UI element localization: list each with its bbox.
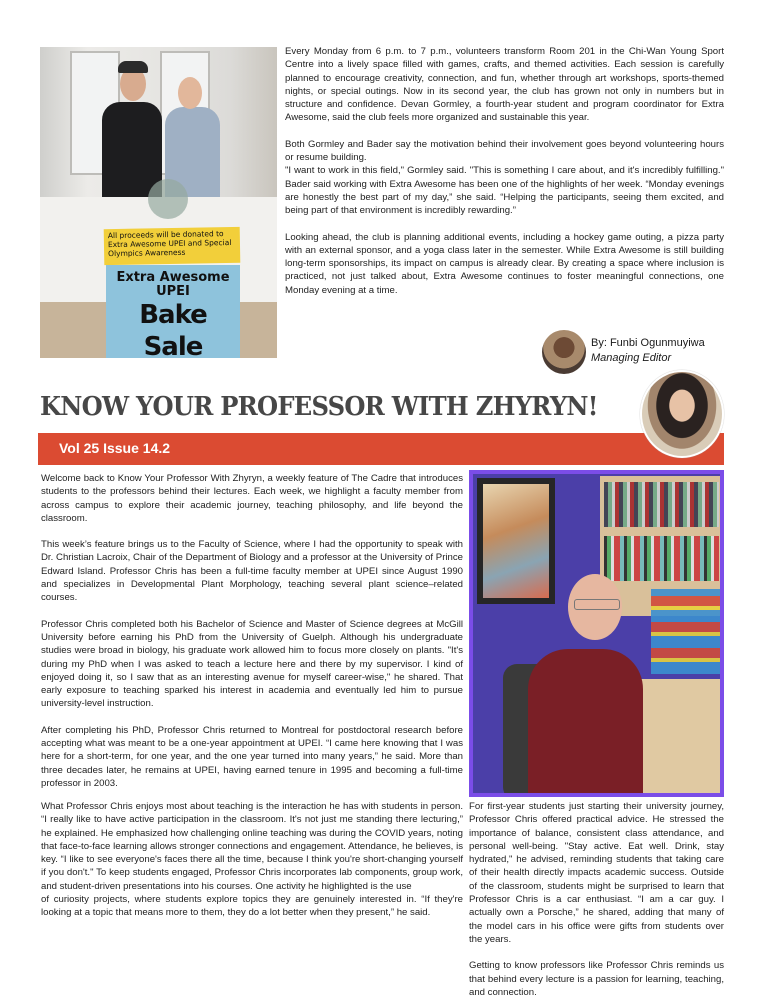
kyp-intro-column [41,472,463,790]
article-paragraph: Looking ahead, the club is planning additional events, including a hockey game outing, a pizza party with an external sponsor, and a yoga class later in the semester. While Extra Awesome is still building long-term sponsorships, its impact on campus is already clear. By creating a space where inclusion is practiced, not just talked about, Extra Awesome continues to foster meaningful connections, one Monday evening at a time. [285,231,724,296]
sign-line: Bake Sale [139,300,207,358]
photo-books [604,482,719,527]
sign-line: Extra Awesome [116,270,230,285]
photo-books [604,536,719,581]
photo-blue-sign [106,265,240,358]
article-paragraph: Getting to know professors like Professor Chris reminds us that behind every lecture is a passion for learning, teaching, and connection. [469,960,724,998]
photo-cap [118,61,148,73]
section-title: KNOW YOUR PROFESSOR WITH ZHYRYN! [40,392,598,422]
author-byline: By: Funbi Ogunmuyiwa [591,337,705,349]
photo-glasses [574,599,620,610]
article-paragraph: of curiosity projects, where students explore topics they are genuinely interested in. “If they're looking at a topic that means more to them, they do a lot better when they present,” he said. [41,894,463,919]
photo-professor-shirt [528,649,643,797]
article-paragraph: After completing his PhD, Professor Chris returned to Montreal for postdoctoral research before accepting what was meant to be a one-year appointment at UPEI. “I came here knowing that I was here for a short-term, for one year, and the one year turned into many years,” he said. More than three decades later, he remains at UPEI, having earned tenure in 1995 and becoming a full-time professor in 2003. [41,724,463,789]
bake-sale-photo [40,47,277,358]
professor-photo [469,470,724,797]
article-paragraph: Both Gormley and Bader say the motivation behind their involvement goes beyond volunteering hours or resume building. [285,138,724,164]
issue-band [38,433,724,465]
article-paragraph: For first-year students just starting their university journey, Professor Chris offered practical advice. He stressed the importance of balance, consistent class attendance, and personal well-being. "Stay active. Eat well. Drink, stay hydrated," he advised, reminding students that taking care of their health directly impacts academic success. Outside of the classroom, students might be surprised to learn that Professor Chris is a car enthusiast. “I am a car guy. I actually own a Porsche,” he shared, adding that many of the model cars in his office were gifts from students over the years. [469,801,724,945]
columnist-avatar [640,370,724,458]
photo-yellow-sign: All proceeds will be donated to Extra Awesome UPEI and Special Olympics Awareness [104,227,241,265]
author-role: Managing Editor [591,352,672,364]
kyp-bottom-left-column [41,800,463,920]
article-paragraph: Professor Chris completed both his Bachelor of Science and Master of Science degrees at McGill University before earning his PhD from the University of Guelph. Although his undergraduate studies were broad in biology, his graduate work allowed him to focus more closely on plants. "It's during my PhD when I was asked to teach a lecture here and there by my supervisor. I kind of enjoyed doing it, so I saw that as an interesting avenue for myself career-wise," he shared. That early exposure to teaching sparked his interest in academia and eventually led him to pursue university-level instruction. [41,618,463,710]
photo-person-head [178,77,202,109]
author-avatar [542,330,586,374]
issue-label: Vol 25 Issue 14.2 [59,440,171,456]
sign-line: UPEI [156,284,190,299]
photo-donation-jar [148,179,188,219]
article-paragraph: Every Monday from 6 p.m. to 7 p.m., volunteers transform Room 201 in the Chi-Wan Young Sport Centre into a lively space filled with games, crafts, and themed activities. Each session is carefully planned to encourage creativity, connection, and fun, whether through art workshops, sports-themed nights, or special outings. Now in its second year, the club has grown not only in numbers but in structure and confidence. Devan Gormley, a fourth-year student and program coordinator for Extra Awesome, said the club feels more organized and sustainable this year. [285,46,724,124]
article-paragraph: "I want to work in this field," Gormley said. "This is something I care about, and it's incredibly fulfilling." Bader said working with Extra Awesome has been one of the highlights of her week. “Monday evenings are honestly the best part of my day,” she said. “Helping the participants, seeing them excited, and being part of that environment is incredibly rewarding.” [285,165,724,217]
photo-framed-painting [477,478,555,604]
extra-awesome-article [285,45,724,297]
photo-model-cars [651,589,721,674]
article-paragraph: This week’s feature brings us to the Faculty of Science, where I had the opportunity to speak with Dr. Christian Lacroix, Chair of the Department of Biology and a professor at the University of Prince Edward Island. Professor Chris has been a full-time faculty member at UPEI since August 1990 and specializes in Developmental Plant Morphology, teaching several plant science–related courses. [41,539,463,604]
article-paragraph: What Professor Chris enjoys most about teaching is the interaction he has with students in person. “I really like to have active participation in the classroom. It's not just me standing there lecturing,” he explained. He emphasized how challenging online teaching was during the COVID years, noting that face-to-face learning allows stronger connections and engagement. Attendance, he believes, is key. “I like to see everyone's faces there all the time, because I think you're short-changing yourself if you don't." To keep students engaged, Professor Chris incorporates lab components, group work, and student-driven presentations into his courses. One activity he highlighted is the use [41,801,463,892]
kyp-bottom-right-column [469,800,724,999]
article-paragraph: Welcome back to Know Your Professor With Zhyryn, a weekly feature of The Cadre that introduces students to the professors behind their lectures. Each week, we highlight a faculty member from across campus to explore their academic journey, teaching philosophy, and life beyond the classroom. [41,473,463,524]
